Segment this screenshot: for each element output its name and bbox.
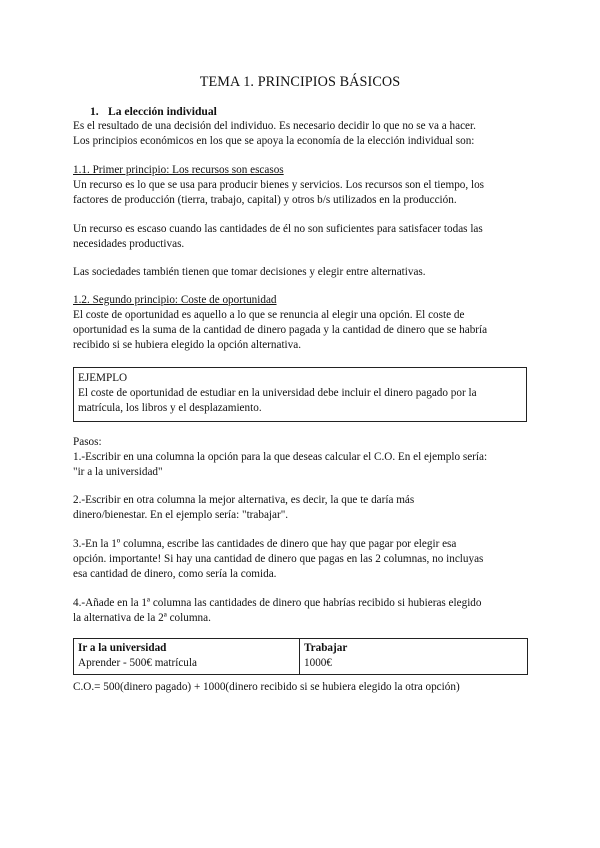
paragraph-line: factores de producción (tierra, trabajo, capital) y otros b/s utilizados en la producción. [73,194,457,206]
example-box [73,367,527,422]
step-line: 2.-Escribir en otra columna la mejor alternativa, es decir, la que te daría más [73,494,415,506]
section-text-line: Es el resultado de una decisión del individuo. Es necesario decidir lo que no se va a hacer. [73,120,476,132]
step-line: 3.-En la 1º columna, escribe las cantidades de dinero que hay que pagar por elegir esa [73,538,457,550]
paragraph-line: necesidades productivas. [73,238,185,250]
table-row [74,639,528,675]
column-header: Trabajar [304,642,348,654]
table-cell-university [74,639,300,675]
step-line: esa cantidad de dinero, como sería la comida. [73,568,277,580]
principle1-heading: 1.1. Primer principio: Los recursos son escasos [73,164,284,176]
example-label: EJEMPLO [78,372,128,384]
example-line: El coste de oportunidad de estudiar en la universidad debe incluir el dinero pagado por la [78,387,477,399]
step-line: dinero/bienestar. En el ejemplo sería: "trabajar". [73,509,289,521]
paragraph-line: recibido si se hubiera elegido la opción alternativa. [73,339,302,351]
section-heading-text: La elección individual [108,105,217,118]
step-line: la alternativa de la 2ª columna. [73,612,211,624]
paragraph-line: Un recurso es lo que se usa para producir bienes y servicios. Los recursos son el tiempo, los [73,179,485,191]
step-line: opción. importante! Si hay una cantidad de dinero que pagas en las 2 columnas, no incluyas [73,553,484,565]
opportunity-cost-formula: C.O.= 500(dinero pagado) + 1000(dinero recibido si se hubiera elegido la otra opción) [73,681,460,693]
step-line: 1.-Escribir en una columna la opción para la que deseas calcular el C.O. En el ejemplo sería: [73,451,488,463]
example-line: matrícula, los libros y el desplazamiento. [78,402,262,414]
cell-value: 1000€ [304,657,332,669]
principle2-heading: 1.2. Segundo principio: Coste de oportunidad [73,294,277,306]
step-line: 4.-Añade en la 1ª columna las cantidades de dinero que habrías recibido si hubieras elegido [73,597,482,609]
step-line: "ir a la universidad" [73,466,163,478]
table-cell-work [300,639,528,675]
paragraph-line: El coste de oportunidad es aquello a lo que se renuncia al elegir una opción. El coste de [73,309,465,321]
page-title: TEMA 1. PRINCIPIOS BÁSICOS [199,74,401,90]
cell-value: Aprender - 500€ matrícula [78,657,197,669]
section-heading [90,104,217,120]
paragraph-line: oportunidad es la suma de la cantidad de dinero pagada y la cantidad de dinero que se habría [73,324,488,336]
section-text-line: Los principios económicos en los que se apoya la economía de la elección individual son: [73,135,475,147]
steps-label: Pasos: [73,436,102,448]
section-number: 1. [90,105,99,118]
column-header: Ir a la universidad [78,642,167,654]
paragraph-line: Un recurso es escaso cuando las cantidades de él no son suficientes para satisfacer todas las [73,223,483,235]
comparison-table [73,638,528,675]
paragraph-line: Las sociedades también tienen que tomar decisiones y elegir entre alternativas. [73,266,426,278]
